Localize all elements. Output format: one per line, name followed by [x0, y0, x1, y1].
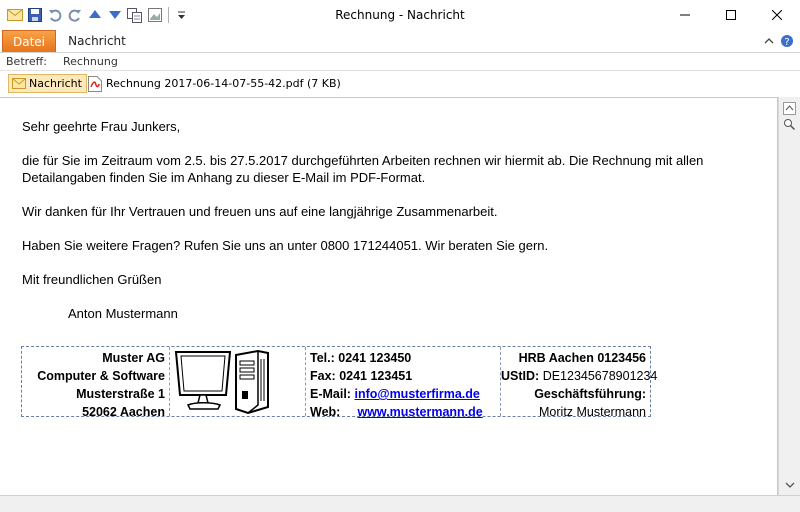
management-label: Geschäftsführung: [534, 387, 646, 401]
company-tagline: Computer & Software [37, 369, 165, 383]
zoom-button[interactable] [782, 117, 797, 132]
ustid-row [501, 367, 658, 385]
paragraph: Wir danken für Ihr Vertrauen und freuen uns auf eine langjährige Zusammenarbeit. [22, 204, 498, 219]
tel-label: Tel.: [310, 351, 335, 365]
mail-icon [6, 7, 23, 24]
company-name: Muster AG [102, 351, 165, 365]
ustid-value: DE12345678901234 [542, 369, 658, 383]
toolbar-separator [168, 7, 169, 23]
chevron-down-icon [785, 481, 795, 489]
company-city: 52062 Aachen [82, 405, 165, 419]
paragraph: die für Sie im Zeitraum vom 2.5. bis 27.5.2017 durchgeführten Arbeiten rechnen wir hiermit ab. Die Rechnung mit allen Detailangaben finden Sie im Anhang zu dieser E-Mail im PDF-Format. [22, 153, 704, 185]
title-bar [0, 0, 800, 30]
computer-illustration [170, 347, 306, 416]
attachment-bar [0, 70, 800, 98]
scroll-top-button[interactable] [782, 101, 797, 116]
scroll-down-button[interactable] [782, 477, 797, 492]
magnifier-icon [783, 118, 796, 131]
pdf-attachment-label: Rechnung 2017-06-14-07-55-42.pdf (7 KB) [106, 77, 341, 90]
window-controls [662, 0, 800, 30]
tel-value: 0241 123450 [338, 351, 412, 365]
email-link[interactable]: info@musterfirma.de [354, 387, 480, 401]
close-button[interactable] [754, 0, 800, 30]
sender-name: Anton Mustermann [68, 306, 178, 321]
ustid-label: UStID: [501, 369, 540, 383]
minimize-button[interactable] [662, 0, 708, 30]
tel-row [310, 349, 500, 367]
minimize-icon [680, 10, 690, 20]
maximize-icon [726, 10, 736, 20]
maximize-button[interactable] [708, 0, 754, 30]
message-header [0, 53, 800, 70]
paragraph: Haben Sie weitere Fragen? Rufen Sie uns an unter 0800 171244051. Wir beraten Sie gern. [22, 238, 549, 253]
web-link[interactable]: www.mustermann.de [357, 405, 483, 419]
up-arrow-icon[interactable] [86, 7, 103, 24]
down-arrow-icon[interactable] [106, 7, 123, 24]
legal-column [501, 347, 658, 419]
message-text [22, 118, 762, 339]
greeting: Sehr geehrte Frau Junkers, [22, 119, 181, 134]
undo-icon[interactable] [46, 7, 63, 24]
hrb-number: HRB Aachen 0123456 [518, 351, 646, 365]
computer-icon [170, 347, 304, 416]
save-icon[interactable] [26, 7, 43, 24]
copy-icon[interactable] [126, 7, 143, 24]
collapse-arrow-icon [783, 102, 796, 115]
svg-text:?: ? [784, 37, 790, 48]
horizontal-scrollbar[interactable] [0, 495, 800, 512]
contact-column [306, 347, 501, 419]
management-name: Moritz Mustermann [539, 405, 646, 419]
signature-table [21, 346, 658, 419]
message-body-label: Nachricht [29, 77, 82, 90]
tab-file[interactable]: Datei [2, 30, 56, 52]
pdf-icon [88, 76, 102, 92]
subject-label: Betreff: [6, 55, 47, 68]
ribbon-tabs [0, 30, 800, 53]
fax-row [310, 367, 500, 385]
customize-icon[interactable] [173, 7, 190, 24]
ribbon-right-controls [760, 33, 796, 49]
quick-access-toolbar [0, 0, 193, 30]
envelope-icon [12, 78, 26, 89]
email-row [310, 385, 500, 403]
redo-icon[interactable] [66, 7, 83, 24]
closing: Mit freundlichen Grüßen [22, 272, 162, 287]
help-icon[interactable] [778, 33, 796, 49]
image-icon[interactable] [146, 7, 163, 24]
web-label: Web: [310, 405, 341, 419]
pdf-attachment[interactable] [88, 74, 341, 93]
message-body-button[interactable] [8, 74, 87, 93]
subject-value: Rechnung [63, 55, 118, 68]
company-street: Musterstraße 1 [76, 387, 165, 401]
web-row [310, 403, 500, 421]
vertical-scrollbar[interactable] [778, 97, 800, 496]
collapse-ribbon-icon[interactable] [760, 33, 778, 49]
fax-label: Fax: [310, 369, 336, 383]
email-label: E-Mail: [310, 387, 351, 401]
fax-value: 0241 123451 [339, 369, 413, 383]
company-column [22, 347, 170, 419]
tab-message[interactable]: Nachricht [68, 34, 126, 48]
message-body[interactable] [0, 97, 778, 496]
close-icon [772, 10, 782, 20]
window-title: Rechnung - Nachricht [335, 8, 465, 22]
